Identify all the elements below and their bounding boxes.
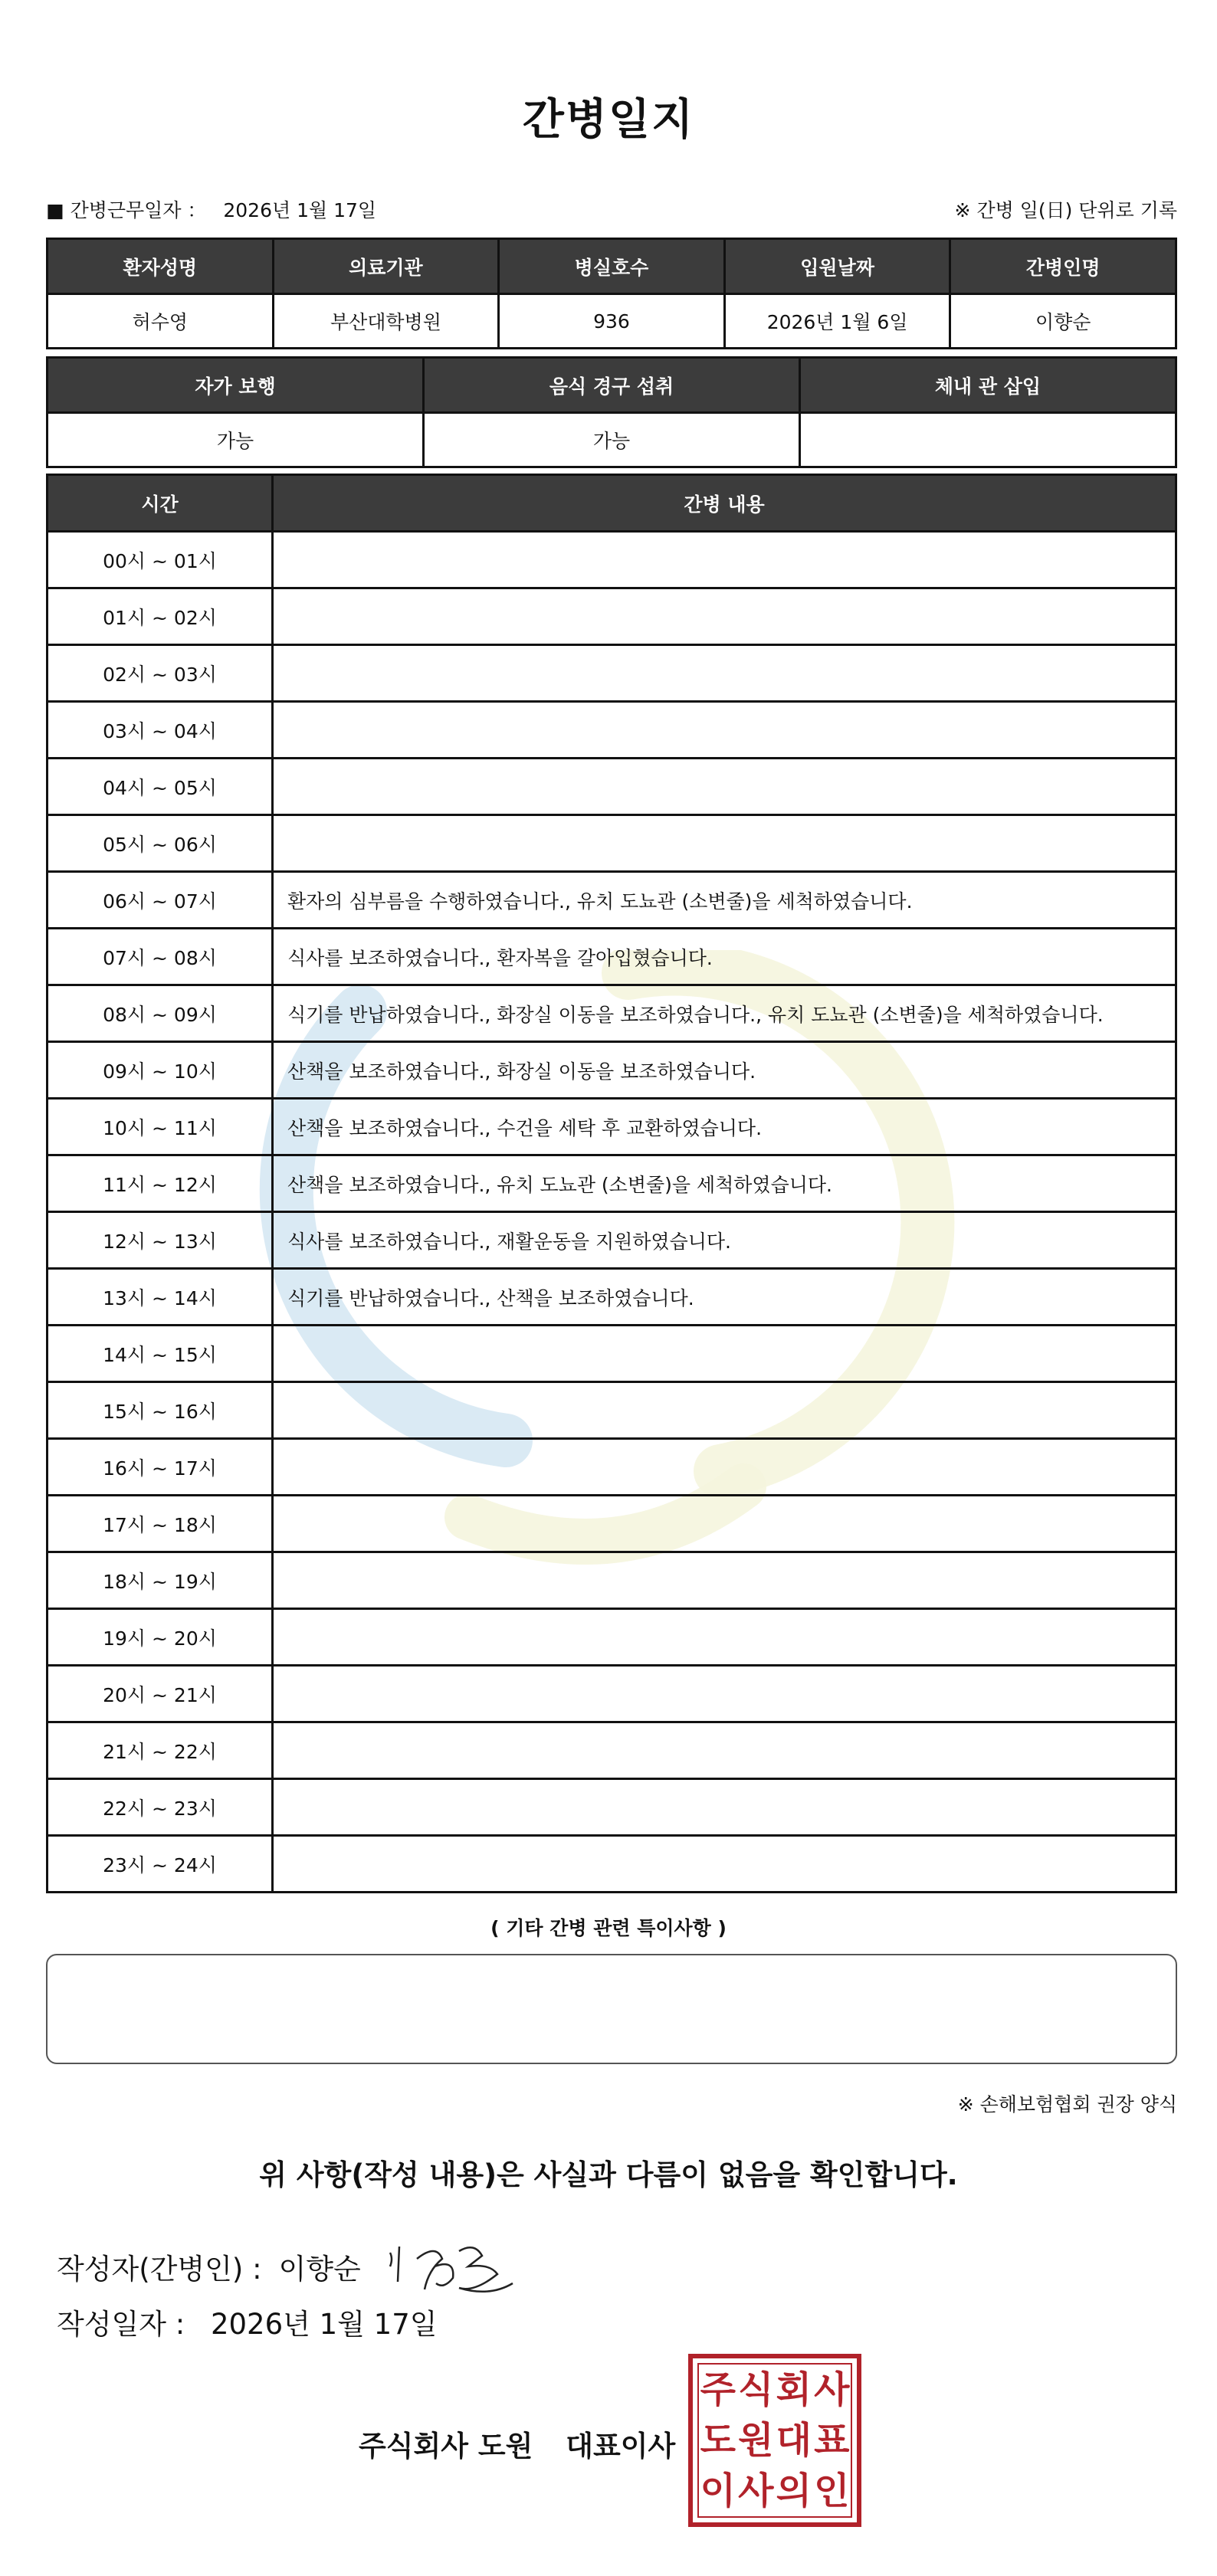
care-log-content (273, 1496, 1176, 1552)
seal-character: 의 (776, 2469, 812, 2512)
care-log-content: 식기를 반납하였습니다., 화장실 이동을 보조하였습니다., 유치 도뇨관 (소변줄)을 세척하였습니다. (273, 985, 1176, 1042)
caregiver-name: 이향순 (950, 294, 1176, 349)
care-log-time: 13시 ~ 14시 (48, 1269, 273, 1326)
remarks-box (46, 1954, 1177, 2064)
seal-character: 식 (738, 2368, 774, 2411)
seal-character: 도 (700, 2419, 736, 2462)
seal-character: 표 (814, 2419, 850, 2462)
patient-name: 허수영 (48, 294, 274, 349)
writer-row (57, 2236, 520, 2297)
company-signature-line (359, 2423, 675, 2464)
care-log-time: 09시 ~ 10시 (48, 1042, 273, 1099)
room-number: 936 (499, 294, 725, 349)
care-log-time: 03시 ~ 04시 (48, 702, 273, 759)
care-log-time: 08시 ~ 09시 (48, 985, 273, 1042)
company-representative: 대표이사 (566, 2430, 676, 2463)
care-log-time: 14시 ~ 15시 (48, 1326, 273, 1382)
care-log-row (48, 532, 1176, 588)
care-log-row (48, 1099, 1176, 1155)
care-log-row (48, 1722, 1176, 1779)
work-date-row (46, 195, 1177, 223)
care-log-row (48, 1439, 1176, 1496)
header-caregiver-name: 간병인명 (950, 239, 1176, 294)
care-log-content (273, 1722, 1176, 1779)
care-log-content (273, 1552, 1176, 1609)
header-oral-intake: 음식 경구 섭취 (424, 358, 800, 413)
seal-character: 회 (776, 2368, 812, 2411)
care-log-content: 환자의 심부름을 수행하였습니다., 유치 도뇨관 (소변줄)을 세척하였습니다. (273, 872, 1176, 929)
care-log-row (48, 1269, 1176, 1326)
care-log-row (48, 1212, 1176, 1269)
care-log-time: 05시 ~ 06시 (48, 815, 273, 872)
self-walking-value: 가능 (48, 413, 424, 467)
header-time: 시간 (48, 475, 273, 532)
care-log-time: 07시 ~ 08시 (48, 929, 273, 985)
care-log-row (48, 1326, 1176, 1382)
care-log-time: 22시 ~ 23시 (48, 1779, 273, 1836)
write-date-label: 작성일자 : (57, 2308, 185, 2341)
care-log-content (273, 815, 1176, 872)
care-log-content: 산책을 보조하였습니다., 유치 도뇨관 (소변줄)을 세척하였습니다. (273, 1155, 1176, 1212)
care-log-time: 06시 ~ 07시 (48, 872, 273, 929)
care-log-row (48, 1666, 1176, 1722)
header-tube-insertion: 체내 관 삽입 (800, 358, 1176, 413)
remarks-title: ( 기타 간병 관련 특이사항 ) (490, 1917, 727, 1939)
writer-label: 작성자(간병인) : (57, 2253, 262, 2286)
care-log-time: 11시 ~ 12시 (48, 1155, 273, 1212)
care-log-time: 12시 ~ 13시 (48, 1212, 273, 1269)
header-care-content: 간병 내용 (273, 475, 1176, 532)
company-name: 주식회사 도원 (359, 2430, 533, 2463)
care-log-time: 10시 ~ 11시 (48, 1099, 273, 1155)
care-log-row (48, 645, 1176, 702)
care-log-row (48, 1496, 1176, 1552)
signature-image (382, 2236, 520, 2297)
confirmation-statement: 위 사항(작성 내용)은 사실과 다름이 없음을 확인합니다. (259, 2158, 958, 2191)
care-log-row (48, 1042, 1176, 1099)
seal-character: 사 (814, 2368, 850, 2411)
hospital-name: 부산대학병원 (273, 294, 499, 349)
care-log-content: 식기를 반납하였습니다., 산책을 보조하였습니다. (273, 1269, 1176, 1326)
care-log-time: 04시 ~ 05시 (48, 759, 273, 815)
patient-info-table (46, 238, 1177, 349)
care-log-content (273, 702, 1176, 759)
care-log-content (273, 1666, 1176, 1722)
care-log-content (273, 532, 1176, 588)
care-log-row (48, 1609, 1176, 1666)
care-log-table (46, 474, 1177, 1893)
care-log-time: 23시 ~ 24시 (48, 1836, 273, 1893)
care-log-time: 18시 ~ 19시 (48, 1552, 273, 1609)
care-log-row (48, 1155, 1176, 1212)
seal-character: 이 (700, 2469, 736, 2512)
seal-character: 인 (814, 2469, 850, 2512)
write-date-row (57, 2301, 438, 2342)
seal-character: 원 (738, 2419, 774, 2462)
care-log-time: 02시 ~ 03시 (48, 645, 273, 702)
care-log-row (48, 1382, 1176, 1439)
care-log-row (48, 1552, 1176, 1609)
care-log-content: 식사를 보조하였습니다., 재활운동을 지원하였습니다. (273, 1212, 1176, 1269)
care-log-row (48, 588, 1176, 645)
record-unit-note: ※ 간병 일(日) 단위로 기록 (954, 199, 1177, 221)
care-log-row (48, 815, 1176, 872)
care-log-content (273, 1836, 1176, 1893)
oral-intake-value: 가능 (424, 413, 800, 467)
care-log-content: 산책을 보조하였습니다., 수건을 세탁 후 교환하였습니다. (273, 1099, 1176, 1155)
care-log-row (48, 702, 1176, 759)
tube-insertion-value (800, 413, 1176, 467)
care-log-content (273, 1326, 1176, 1382)
care-log-row (48, 985, 1176, 1042)
care-log-content (273, 1609, 1176, 1666)
care-log-row (48, 759, 1176, 815)
patient-ability-table (46, 356, 1177, 468)
care-log-time: 19시 ~ 20시 (48, 1609, 273, 1666)
care-log-time: 20시 ~ 21시 (48, 1666, 273, 1722)
seal-character: 사 (738, 2469, 774, 2512)
care-log-row (48, 929, 1176, 985)
care-log-content: 식사를 보조하였습니다., 환자복을 갈아입혔습니다. (273, 929, 1176, 985)
care-log-content (273, 645, 1176, 702)
admission-date: 2026년 1월 6일 (724, 294, 950, 349)
work-date-label: ■ 간병근무일자 ： (46, 199, 207, 221)
care-log-time: 16시 ~ 17시 (48, 1439, 273, 1496)
care-log-content (273, 588, 1176, 645)
care-log-content: 산책을 보조하였습니다., 화장실 이동을 보조하였습니다. (273, 1042, 1176, 1099)
form-note: ※ 손해보험협회 권장 양식 (957, 2093, 1177, 2116)
care-log-content (273, 759, 1176, 815)
care-log-time: 00시 ~ 01시 (48, 532, 273, 588)
care-log-time: 15시 ~ 16시 (48, 1382, 273, 1439)
header-patient-name: 환자성명 (48, 239, 274, 294)
care-log-time: 01시 ~ 02시 (48, 588, 273, 645)
header-self-walking: 자가 보행 (48, 358, 424, 413)
writer-name: 이향순 (278, 2253, 361, 2286)
care-log-row (48, 1836, 1176, 1893)
work-date-value: 2026년 1월 17일 (223, 199, 377, 221)
care-log-content (273, 1779, 1176, 1836)
seal-character: 주 (700, 2368, 736, 2411)
seal-character: 대 (776, 2419, 812, 2462)
header-hospital: 의료기관 (273, 239, 499, 294)
care-log-content (273, 1439, 1176, 1496)
write-date-value: 2026년 1월 17일 (210, 2308, 438, 2341)
page-title: 간병일지 (522, 95, 695, 145)
care-log-content (273, 1382, 1176, 1439)
care-log-time: 17시 ~ 18시 (48, 1496, 273, 1552)
care-log-row (48, 872, 1176, 929)
care-log-time: 21시 ~ 22시 (48, 1722, 273, 1779)
company-seal-stamp (688, 2354, 861, 2527)
header-admission-date: 입원날짜 (724, 239, 950, 294)
care-log-row (48, 1779, 1176, 1836)
header-room-number: 병실호수 (499, 239, 725, 294)
